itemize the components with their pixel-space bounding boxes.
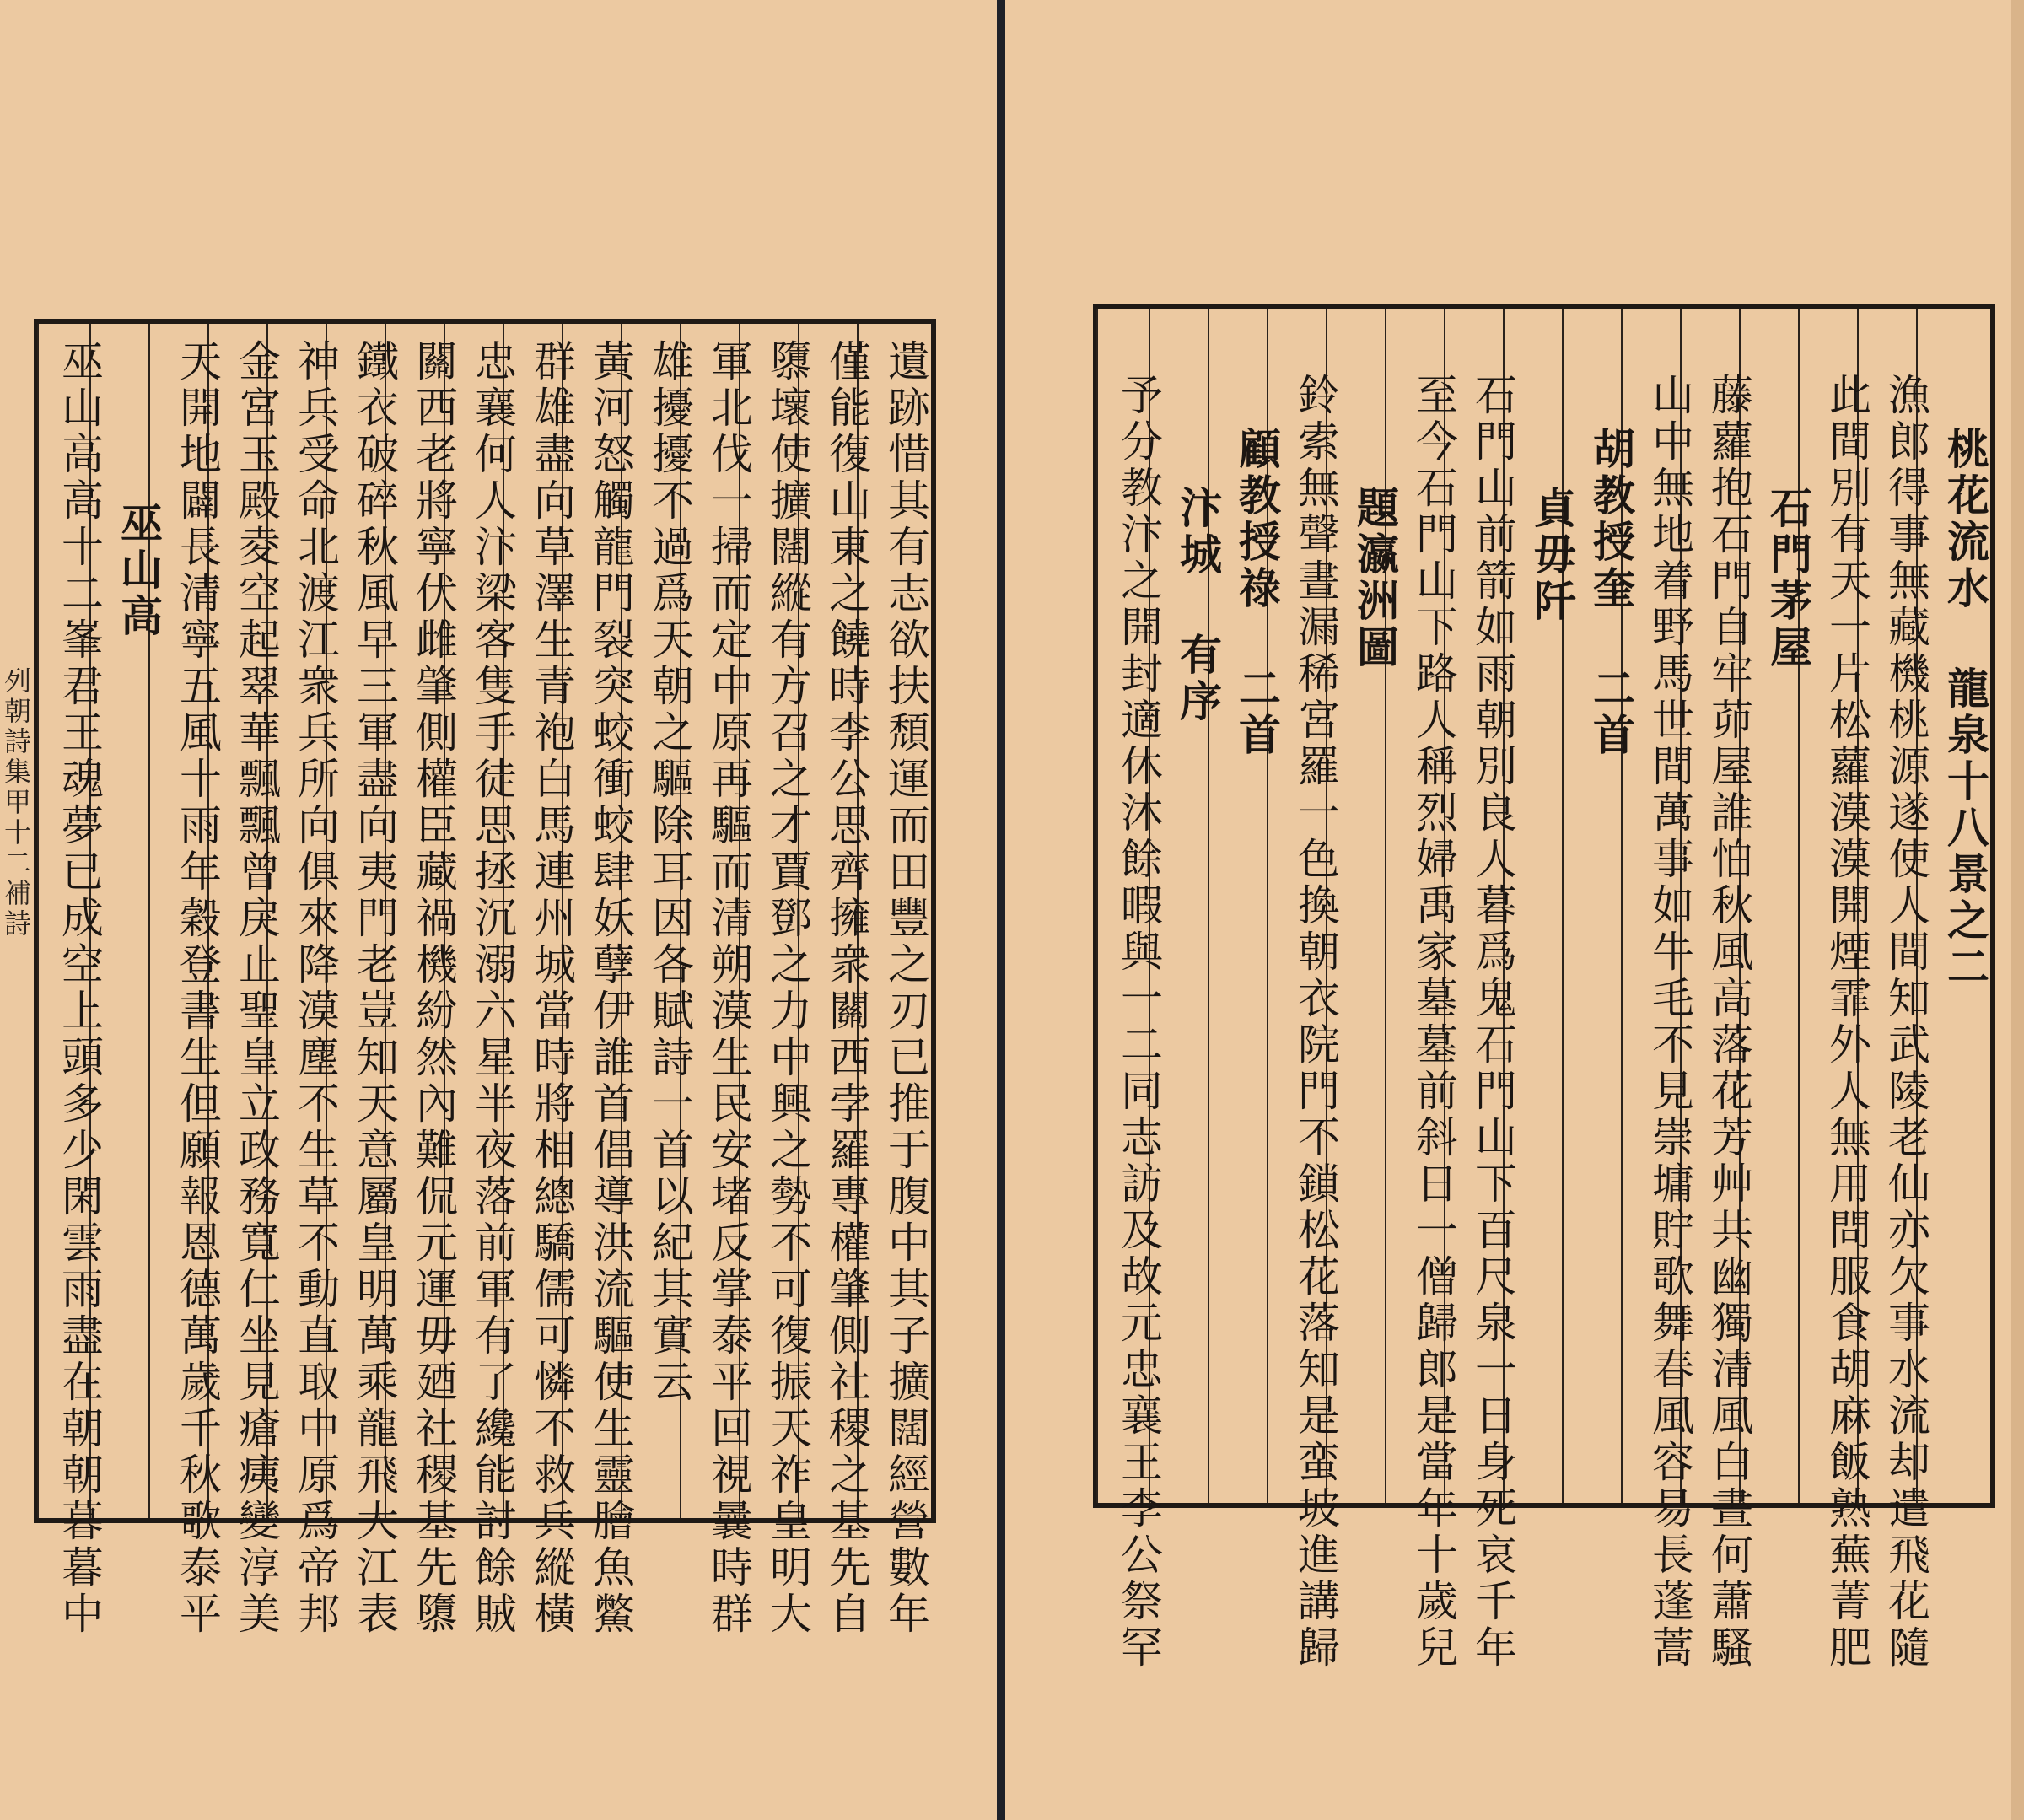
poem-title: 巫山高	[89, 324, 164, 1518]
left-text-frame	[34, 319, 936, 1638]
text-column: 山中無地着野馬世間萬事如牛毛不見崇墉貯歌舞春風容易長蓬蒿	[1621, 309, 1695, 1503]
text-column: 忠襄何人汴梁客隻手徒思拯沉溺六星半夜落前軍有了纔能討餘賊	[444, 324, 518, 1518]
text-column: 鐵衣破碎秋風早三軍盡向夷門老豈知天意屬皇明萬乘龍飛大江表	[326, 324, 400, 1518]
text-column: 藤蘿抱石門自牢茆屋誰怕秋風高落花芳艸共幽獨清風白晝何蕭騷	[1680, 309, 1754, 1503]
text-column: 軍北伐一掃而定中原再驅而清朔漠生民安堵反掌泰平回視曩時群	[680, 324, 754, 1518]
right-text-frame	[1093, 304, 1995, 1672]
text-column: 神兵受命北渡江衆兵所向俱來降漠塵不生草不動直取中原爲帝邦	[266, 324, 341, 1518]
text-column: 漁郎得事無藏機桃源遂使人間知武陵老仙亦欠事水流却遣飛花隨	[1857, 309, 1931, 1503]
margin-marker: 列朝詩集甲十二補詩	[0, 666, 32, 940]
text-column: 關西老將寧伏雌肇側權臣藏禍機紛然內難侃元運毋廼社稷基先隳	[385, 324, 459, 1518]
poem-title: 題瀛洲圖	[1326, 309, 1400, 1503]
text-column: 僅能復山東之饒時李公思齊擁衆關西孛羅專權肇側社稷之基先自	[798, 324, 872, 1518]
text-column: 金宮玉殿夌空起翠華飄飄曾戾止聖皇立政務寬仁坐見瘡痍變淳美	[207, 324, 282, 1518]
text-column: 石門山前箭如雨朝別良人暮爲鬼石門山下百尺泉一日身死哀千年	[1444, 309, 1518, 1503]
book-gutter	[997, 0, 1005, 1820]
author-heading: 胡教授奎 二首	[1562, 309, 1636, 1503]
text-column: 隳壞使擴闊縱有方召之才賈鄧之力中興之勢不可復振天祚皇明大	[739, 324, 813, 1518]
text-column: 雄擾擾不過爲天朝之驅除耳因各賦詩一首以紀其實云	[621, 324, 695, 1518]
text-column: 天開地闢長清寧五風十雨年穀登書生但願報恩德萬歲千秋歌泰平	[148, 324, 223, 1518]
poem-title: 桃花流水 龍泉十八景之二	[1916, 309, 1990, 1503]
poem-title: 汴城 有序	[1149, 309, 1223, 1503]
page-edge	[2011, 0, 2024, 1820]
poem-title: 貞毋阡	[1503, 309, 1577, 1503]
text-column: 巫山高高十二峯君王魂夢已成空上頭多少閑雲雨盡在朝朝暮暮中	[37, 324, 105, 1518]
text-column: 遺跡惜其有志欲扶頹運而田豐之刃已推于腹中其子擴闊經營數年	[857, 324, 931, 1518]
text-column: 群雄盡向草澤生青袍白馬連州城當時將相總驕儒可憐不救兵縱橫	[503, 324, 577, 1518]
text-column: 此間別有天一片松蘿漠漠開煙霏外人無用問服食胡麻飯熟蕪菁肥	[1798, 309, 1872, 1503]
poem-title: 石門茅屋	[1739, 309, 1813, 1503]
text-column: 黃河怒觸龍門裂突蛟衝蛟肆妖孽伊誰首倡導洪流驅使生靈膾魚鱉	[562, 324, 636, 1518]
text-column: 至今石門山下路人稱烈婦禹家墓墓前斜日一僧歸郎是當年十歲兒	[1385, 309, 1459, 1503]
text-column: 予分教汴之開封適休沐餘暇與一二同志訪及故元忠襄王李公祭罕	[1096, 309, 1164, 1503]
author-heading: 顧教授祿 二首	[1208, 309, 1282, 1503]
text-column: 鈴索無聲晝漏稀宮羅一色換朝衣院門不鎖松花落知是蛮坡進講歸	[1267, 309, 1341, 1503]
